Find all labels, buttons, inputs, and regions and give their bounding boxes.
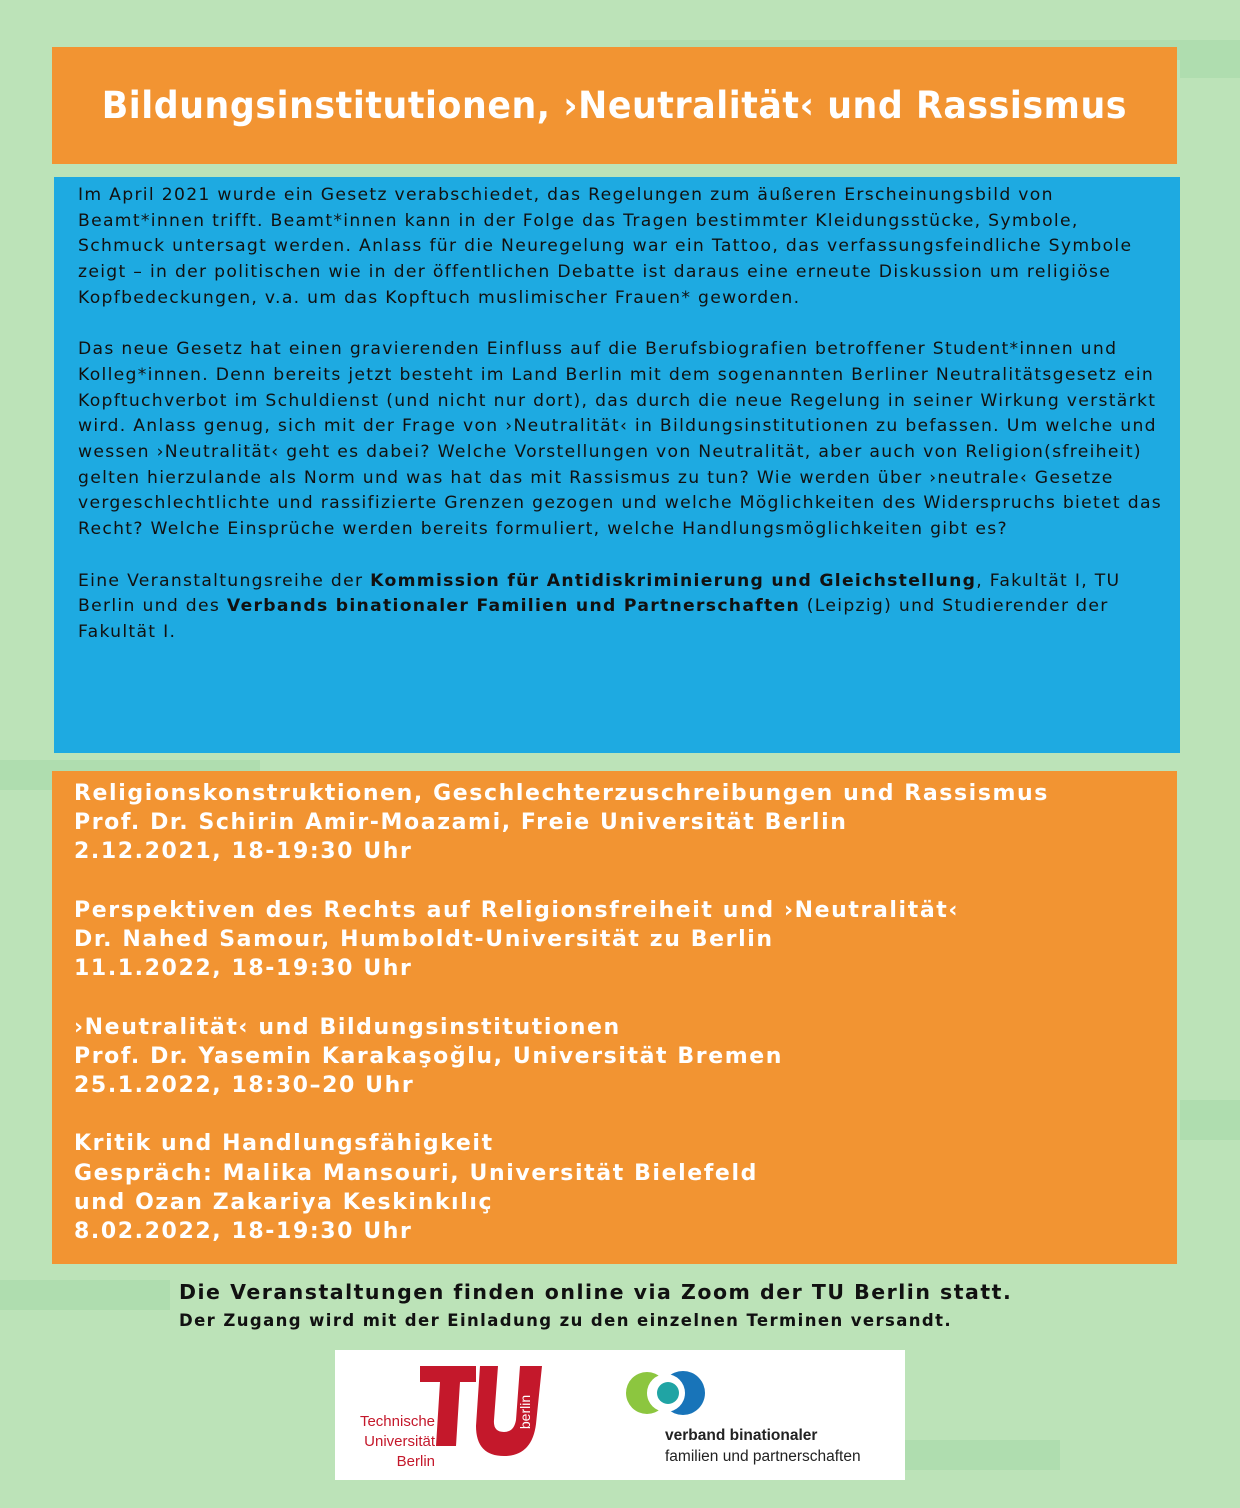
- background-stripe: [1180, 60, 1240, 78]
- event-title: Kritik und Handlungsfähigkeit: [74, 1131, 494, 1157]
- event-item: [74, 779, 1177, 867]
- verband-binationaler-logo: [625, 1370, 895, 1470]
- intro-p3-text-3: (Leipzig) und Studierender der Fakultät I.: [78, 596, 1109, 642]
- events-section: [52, 771, 1177, 1264]
- event-speaker: Prof. Dr. Yasemin Karakaşoğlu, Universität Bremen: [74, 1043, 784, 1069]
- intro-paragraph-2: Das neue Gesetz hat einen gravierenden Einfluss auf die Berufsbiografien betroffener Student*innen und Kolleg*innen. Denn bereits jetzt besteht im Land Berlin mit dem sogenannten Berliner Neutralitätsgesetz ein Kopftuchverbot im Schuldienst (und nicht nur dort), das durch die neue Regelung in seiner Wirkung verstärkt wird. Anlass genug, sich mit der Frage von ›Neutralität‹ in Bildungsinstitutionen zu befassen. Um welche und wessen ›Neutralität‹ geht es dabei? Welche Vorstellungen von Neutralität, aber auch von Religion(sfreiheit) gelten hierzulande als Norm und was hat das mit Rassismus zu tun? Wie werden über ›neutrale‹ Gesetze vergeschlechtlichte und rassifizierte Grenzen gezogen und welche Möglichkeiten des Widerspruchs bietet das Recht? Welche Einsprüche werden bereits formuliert, welche Handlungsmöglichkeiten gibt es?: [78, 339, 1163, 540]
- title-banner: [52, 47, 1177, 164]
- intro-p3-text-1: Eine Veranstaltungsreihe der: [78, 570, 371, 591]
- event-title: Perspektiven des Rechts auf Religionsfreiheit und ›Neutralität‹: [74, 897, 960, 923]
- notice-line-2: Der Zugang wird mit der Einladung zu den einzelnen Terminen versandt.: [179, 1311, 953, 1330]
- verband-wordmark: [665, 1425, 861, 1467]
- verband-wordmark-line-2: familien und partnerschaften: [665, 1448, 861, 1465]
- notice-line-1: Die Veranstaltungen finden online via Zoom der TU Berlin statt.: [179, 1280, 1013, 1304]
- event-date: 8.02.2022, 18-19:30 Uhr: [74, 1219, 413, 1244]
- tu-wordmark-line-2: Universität: [364, 1433, 435, 1450]
- event-speaker: Dr. Nahed Samour, Humboldt-Universität zu Berlin: [74, 927, 774, 952]
- event-speaker-continued: und Ozan Zakariya Keskinkılıç: [74, 1189, 494, 1215]
- tu-berlin-logo: [335, 1350, 565, 1480]
- event-date: 2.12.2021, 18-19:30 Uhr: [74, 839, 413, 865]
- event-item: [74, 1013, 1177, 1101]
- tu-vertical-word: berlin: [517, 1394, 533, 1430]
- intro-paragraph-1: Im April 2021 wurde ein Gesetz verabschiedet, das Regelungen zum äußeren Erscheinungsbild von Beamt*innen trifft. Beamt*innen kann in der Folge das Tragen bestimmter Kleidungsstücke, Symbole, Schmuck untersagt werden. Anlass für die Neuregelung war ein Tattoo, das verfassungsfeindliche Symbole zeigt – in der politischen wie in der öffentlichen Debatte ist daraus eine erneute Diskussion um religiöse Kopfbedeckungen, v.a. um das Kopftuch muslimischer Frauen* geworden.: [78, 185, 1133, 308]
- event-date: 11.1.2022, 18-19:30 Uhr: [74, 956, 413, 982]
- event-date: 25.1.2022, 18:30–20 Uhr: [74, 1073, 415, 1098]
- verband-wordmark-line-1: verband binationaler: [665, 1427, 818, 1444]
- intro-p3-text-2: , Fakultät I, TU Berlin und des: [78, 570, 1121, 617]
- tu-wordmark-line-1: Technische: [359, 1413, 435, 1430]
- event-item: [74, 1129, 1177, 1246]
- logo-panel: [335, 1350, 905, 1480]
- association-name: Verbands binationaler Familien und Partnerschaften: [226, 596, 801, 617]
- event-speaker: Gespräch: Malika Mansouri, Universität Bielefeld: [74, 1160, 758, 1186]
- intro-section: [54, 177, 1180, 753]
- page-title: Bildungsinstitutionen, ›Neutralität‹ und Rassismus: [101, 84, 1128, 127]
- background-stripe: [900, 1440, 1060, 1470]
- tu-logo-mark-icon: [418, 1364, 546, 1460]
- event-title: Religionskonstruktionen, Geschlechterzuschreibungen und Rassismus: [74, 781, 1049, 806]
- commission-name: Kommission für Antidiskriminierung und Gleichstellung: [370, 570, 977, 591]
- online-notice: [179, 1277, 1139, 1335]
- event-title: ›Neutralität‹ und Bildungsinstitutionen: [74, 1014, 621, 1040]
- verband-logo-mark-icon: [625, 1370, 725, 1424]
- intro-paragraph-3: [78, 569, 1166, 646]
- background-stripe: [0, 1280, 170, 1310]
- event-item: [74, 896, 1177, 984]
- tu-wordmark-line-3: Berlin: [396, 1453, 435, 1470]
- event-speaker: Prof. Dr. Schirin Amir-Moazami, Freie Universität Berlin: [74, 810, 848, 836]
- background-stripe: [1180, 1100, 1240, 1140]
